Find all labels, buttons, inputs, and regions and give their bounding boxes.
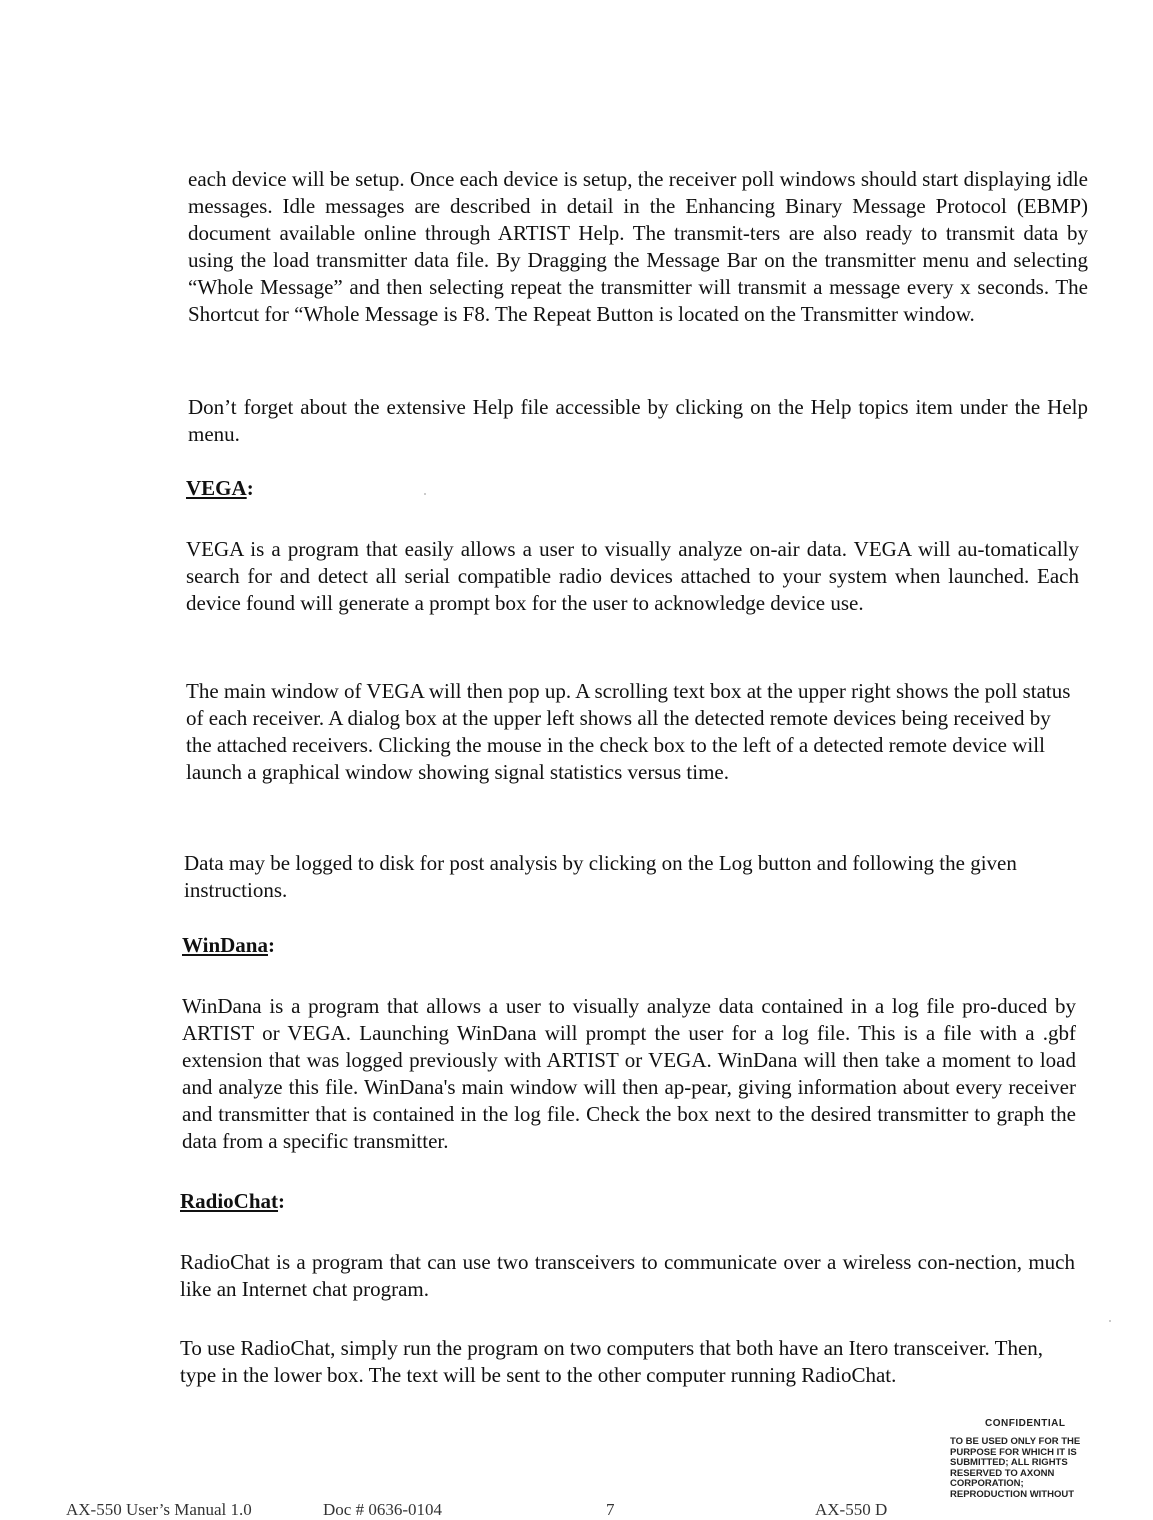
radiochat-heading: RadioChat: [180, 1189, 286, 1213]
confidential-stamp-title: CONFIDENTIAL [985, 1418, 1066, 1429]
vega-paragraph-3: Data may be logged to disk for post analysis by clicking on the Log button and following the given instructions. [184, 851, 1017, 902]
windana-heading-text: WinDana [182, 933, 268, 957]
scan-speck [1109, 1320, 1111, 1322]
vega-paragraph-2: The main window of VEGA will then pop up. A scrolling text box at the upper right shows the poll status of each receiver. A dialog box at the upper left shows all the detected remote devices being received by the attached receivers. Clicking the mouse in the check box to the left of a detected remote device will launch a graphical window showing signal statistics versus time. [186, 679, 1071, 784]
footer-right-text: AX-550 D [815, 1500, 888, 1519]
confidential-stamp-text: TO BE USED ONLY FOR THE PURPOSE FOR WHICH IT IS SUBMITTED; ALL RIGHTS RESERVED TO AXONN CORPORATION; REPRODUCTION WITHOUT [950, 1436, 1081, 1500]
footer-page-number: 7 [606, 1500, 615, 1519]
confidential-stamp [950, 1418, 1100, 1500]
vega-heading: VEGA: [186, 476, 254, 500]
scan-speck [424, 493, 426, 495]
windana-heading: WinDana: [182, 933, 275, 957]
footer-manual-title: AX-550 User’s Manual 1.0 [66, 1500, 252, 1519]
vega-paragraph-1: VEGA is a program that easily allows a user to visually analyze on-air data. VEGA will au-tomatically search for and detect all serial compatible radio devices attached to your system when launched. Each device found will generate a prompt box for the user to acknowledge device use. [186, 537, 1079, 615]
footer-doc-number: Doc # 0636-0104 [323, 1500, 442, 1519]
radiochat-paragraph-2: To use RadioChat, simply run the program on two computers that both have an Itero transceiver. Then, type in the lower box. The text will be sent to the other computer running RadioChat. [180, 1336, 1044, 1387]
intro-paragraph-1: each device will be setup. Once each device is setup, the receiver poll windows should start displaying idle messages. Idle messages are described in detail in the Enhancing Binary Message Protocol (EBMP) document available online through ARTIST Help. The transmit-ters are also ready to transmit data by using the load transmitter data file. By Dragging the Message Bar on the transmitter menu and selecting “Whole Message” and then selecting repeat the transmitter will transmit a message every x seconds. The Shortcut for “Whole Message is F8. The Repeat Button is located on the Transmitter window. [188, 167, 1088, 326]
radiochat-paragraph-1: RadioChat is a program that can use two transceivers to communicate over a wireless con-nection, much like an Internet chat program. [180, 1250, 1075, 1301]
windana-paragraph-1: WinDana is a program that allows a user to visually analyze data contained in a log file pro-duced by ARTIST or VEGA. Launching WinDana will prompt the user for a log file. This is a file with a .gbf extension that was logged previously with ARTIST or VEGA. WinDana will then take a moment to load and analyze this file. WinDana's main window will then ap-pear, giving information about every receiver and transmitter that is contained in the log file. Check the box next to the desired transmitter to graph the data from a specific transmitter. [182, 994, 1076, 1153]
intro-paragraph-2: Don’t forget about the extensive Help file accessible by clicking on the Help topics item under the Help menu. [188, 395, 1088, 446]
radiochat-heading-text: RadioChat [180, 1189, 279, 1213]
vega-heading-text: VEGA [186, 476, 247, 500]
